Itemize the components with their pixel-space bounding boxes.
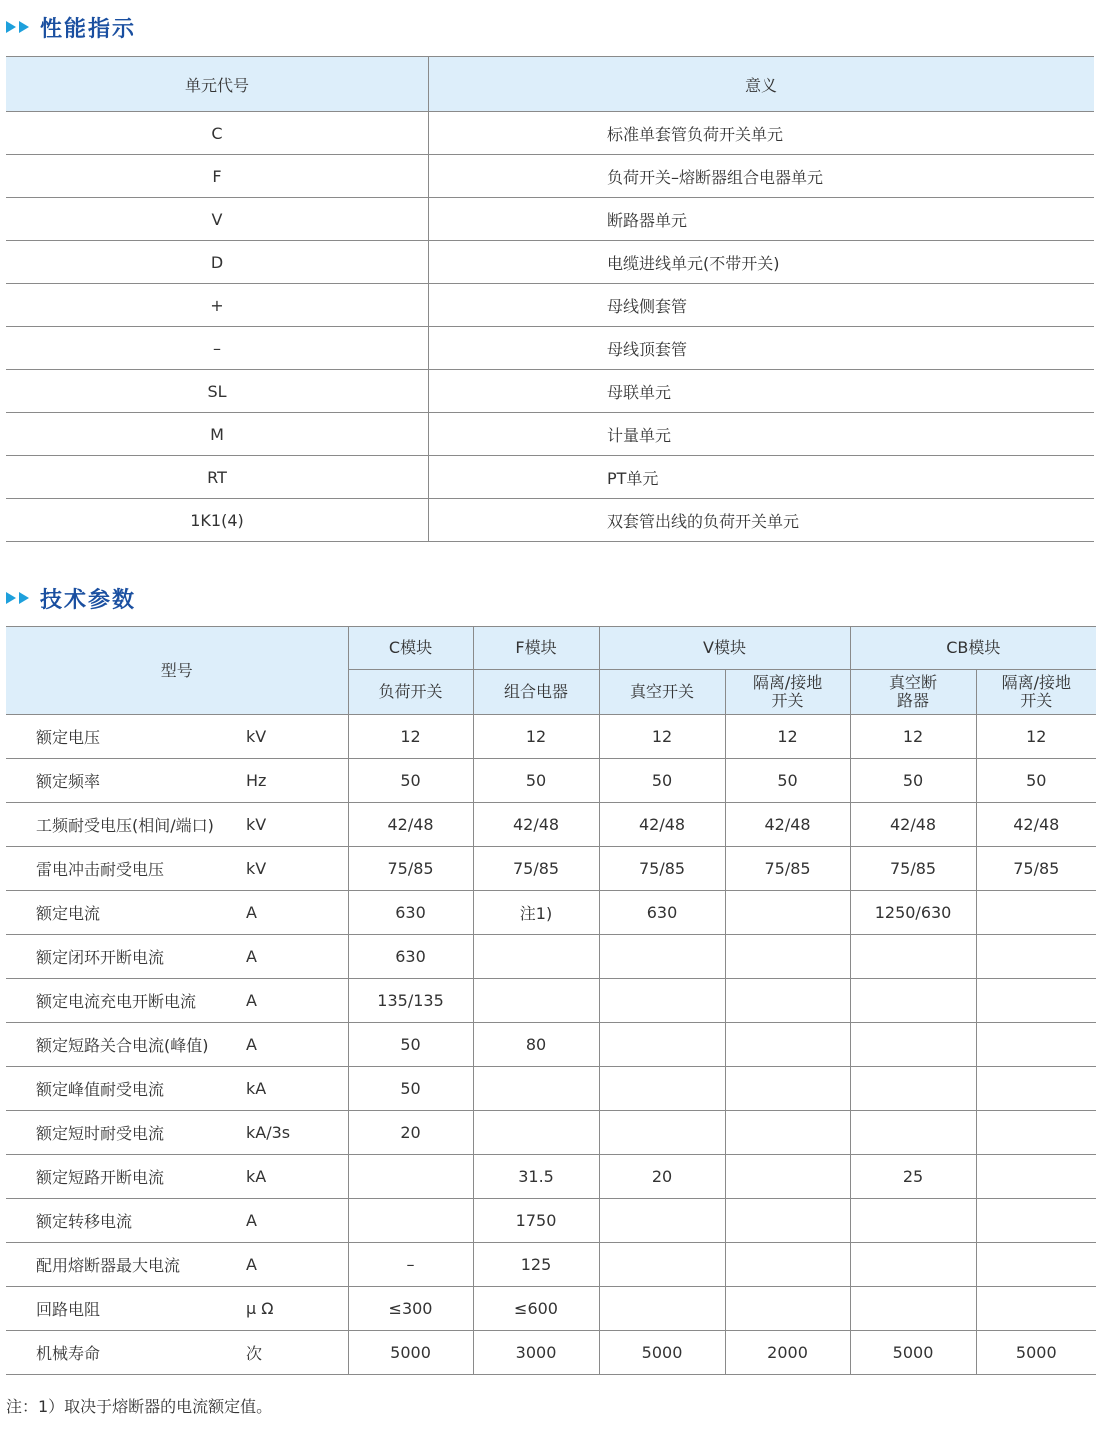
- value-cell: [850, 1199, 976, 1243]
- subheader-cell: 组合电器: [473, 670, 599, 715]
- value-cell: 135/135: [348, 979, 473, 1023]
- value-cell: [725, 979, 850, 1023]
- table-row: [6, 413, 1094, 456]
- section-title-technical: [6, 583, 136, 613]
- parameter-name-cell: 额定电流充电开断电流: [6, 979, 246, 1023]
- value-cell: ≤300: [348, 1287, 473, 1331]
- value-cell: [976, 1287, 1096, 1331]
- value-cell: 1250/630: [850, 891, 976, 935]
- parameter-unit-cell: kV: [246, 847, 348, 891]
- table-row: [6, 370, 1094, 413]
- table-row: [6, 456, 1094, 499]
- value-cell: 2000: [725, 1331, 850, 1375]
- unit-code-cell: F: [6, 155, 429, 198]
- table-row: [6, 284, 1094, 327]
- unit-code-cell: –: [6, 327, 429, 370]
- value-cell: 50: [725, 759, 850, 803]
- header-module-f: F模块: [473, 627, 599, 670]
- unit-code-cell: C: [6, 112, 429, 155]
- value-cell: 50: [599, 759, 725, 803]
- parameter-unit-cell: μ Ω: [246, 1287, 348, 1331]
- value-cell: [599, 1243, 725, 1287]
- parameter-unit-cell: A: [246, 1023, 348, 1067]
- table-row: [6, 1111, 1096, 1155]
- header-model: 型号: [6, 627, 348, 715]
- subheader-cell: 隔离/接地 开关: [976, 670, 1096, 715]
- unit-code-table: [6, 56, 1094, 542]
- unit-code-cell: M: [6, 413, 429, 456]
- parameter-name-cell: 工频耐受电压(相间/端口): [6, 803, 246, 847]
- value-cell: 50: [850, 759, 976, 803]
- subheader-cell: 真空断 路器: [850, 670, 976, 715]
- table-row: [6, 499, 1094, 542]
- section-title-text: 技术参数: [40, 587, 137, 613]
- parameter-unit-cell: kV: [246, 803, 348, 847]
- value-cell: 630: [348, 891, 473, 935]
- parameter-name-cell: 额定短路关合电流(峰值): [6, 1023, 246, 1067]
- value-cell: 42/48: [473, 803, 599, 847]
- header-module-c: C模块: [348, 627, 473, 670]
- parameter-name-cell: 额定短路开断电流: [6, 1155, 246, 1199]
- value-cell: [725, 1067, 850, 1111]
- header-module-cb: CB模块: [850, 627, 1096, 670]
- value-cell: [473, 979, 599, 1023]
- value-cell: 5000: [976, 1331, 1096, 1375]
- value-cell: 5000: [850, 1331, 976, 1375]
- value-cell: [599, 1023, 725, 1067]
- value-cell: [976, 1067, 1096, 1111]
- value-cell: 3000: [473, 1331, 599, 1375]
- value-cell: [348, 1155, 473, 1199]
- value-cell: [850, 1111, 976, 1155]
- value-cell: [348, 1199, 473, 1243]
- value-cell: 31.5: [473, 1155, 599, 1199]
- parameter-name-cell: 雷电冲击耐受电压: [6, 847, 246, 891]
- value-cell: 125: [473, 1243, 599, 1287]
- unit-code-cell: 1K1(4): [6, 499, 429, 542]
- section-title-performance: [6, 12, 136, 42]
- value-cell: 12: [473, 715, 599, 759]
- value-cell: [725, 1111, 850, 1155]
- value-cell: 12: [850, 715, 976, 759]
- header-meaning: 意义: [429, 57, 1095, 112]
- value-cell: [976, 935, 1096, 979]
- unit-code-cell: +: [6, 284, 429, 327]
- value-cell: [725, 935, 850, 979]
- table-row: [6, 1023, 1096, 1067]
- meaning-cell: 电缆进线单元(不带开关): [429, 241, 1095, 284]
- table-row: [6, 241, 1094, 284]
- value-cell: [599, 1199, 725, 1243]
- parameter-name-cell: 额定短时耐受电流: [6, 1111, 246, 1155]
- table-row: [6, 1067, 1096, 1111]
- header-module-v: V模块: [599, 627, 850, 670]
- parameter-unit-cell: 次: [246, 1331, 348, 1375]
- table-row: [6, 935, 1096, 979]
- value-cell: [473, 935, 599, 979]
- parameter-unit-cell: kA: [246, 1067, 348, 1111]
- value-cell: 75/85: [473, 847, 599, 891]
- value-cell: 42/48: [850, 803, 976, 847]
- value-cell: [850, 1243, 976, 1287]
- value-cell: 注1): [473, 891, 599, 935]
- technical-parameters-table: [6, 626, 1096, 1375]
- value-cell: 12: [725, 715, 850, 759]
- value-cell: [725, 1155, 850, 1199]
- parameter-unit-cell: A: [246, 1199, 348, 1243]
- value-cell: 42/48: [348, 803, 473, 847]
- value-cell: [725, 1287, 850, 1331]
- value-cell: 42/48: [599, 803, 725, 847]
- value-cell: 50: [348, 759, 473, 803]
- parameter-unit-cell: Hz: [246, 759, 348, 803]
- value-cell: [850, 935, 976, 979]
- meaning-cell: PT单元: [429, 456, 1095, 499]
- table-row: [6, 715, 1096, 759]
- value-cell: [725, 1199, 850, 1243]
- value-cell: [850, 1067, 976, 1111]
- value-cell: 20: [348, 1111, 473, 1155]
- unit-code-cell: SL: [6, 370, 429, 413]
- unit-code-cell: D: [6, 241, 429, 284]
- parameter-name-cell: 额定闭环开断电流: [6, 935, 246, 979]
- value-cell: 42/48: [976, 803, 1096, 847]
- meaning-cell: 负荷开关–熔断器组合电器单元: [429, 155, 1095, 198]
- value-cell: 50: [473, 759, 599, 803]
- value-cell: [850, 979, 976, 1023]
- value-cell: [976, 1023, 1096, 1067]
- table-row: [6, 1287, 1096, 1331]
- parameter-name-cell: 机械寿命: [6, 1331, 246, 1375]
- table-row: [6, 1331, 1096, 1375]
- parameter-name-cell: 回路电阻: [6, 1287, 246, 1331]
- value-cell: [850, 1023, 976, 1067]
- parameter-name-cell: 额定电流: [6, 891, 246, 935]
- subheader-cell: 隔离/接地 开关: [725, 670, 850, 715]
- value-cell: 75/85: [348, 847, 473, 891]
- table-row: [6, 979, 1096, 1023]
- section-title-text: 性能指示: [40, 16, 137, 42]
- value-cell: 75/85: [976, 847, 1096, 891]
- meaning-cell: 断路器单元: [429, 198, 1095, 241]
- meaning-cell: 母联单元: [429, 370, 1095, 413]
- value-cell: [599, 1287, 725, 1331]
- value-cell: 75/85: [725, 847, 850, 891]
- table-row: [6, 112, 1094, 155]
- value-cell: 1750: [473, 1199, 599, 1243]
- value-cell: [473, 1111, 599, 1155]
- parameter-name-cell: 配用熔断器最大电流: [6, 1243, 246, 1287]
- meaning-cell: 计量单元: [429, 413, 1095, 456]
- table-row: [6, 847, 1096, 891]
- value-cell: [976, 1243, 1096, 1287]
- value-cell: [850, 1287, 976, 1331]
- parameter-name-cell: 额定峰值耐受电流: [6, 1067, 246, 1111]
- table-row: [6, 327, 1094, 370]
- parameter-unit-cell: kA: [246, 1155, 348, 1199]
- value-cell: [599, 1067, 725, 1111]
- parameter-unit-cell: A: [246, 891, 348, 935]
- parameter-unit-cell: A: [246, 935, 348, 979]
- value-cell: 42/48: [725, 803, 850, 847]
- value-cell: 630: [599, 891, 725, 935]
- table-row: [6, 803, 1096, 847]
- meaning-cell: 双套管出线的负荷开关单元: [429, 499, 1095, 542]
- meaning-cell: 母线侧套管: [429, 284, 1095, 327]
- value-cell: [725, 1243, 850, 1287]
- table-row: [6, 759, 1096, 803]
- value-cell: [976, 979, 1096, 1023]
- value-cell: 12: [348, 715, 473, 759]
- value-cell: [599, 979, 725, 1023]
- value-cell: [473, 1067, 599, 1111]
- value-cell: [599, 935, 725, 979]
- table-row: [6, 1199, 1096, 1243]
- parameter-name-cell: 额定频率: [6, 759, 246, 803]
- double-arrow-icon: [6, 592, 32, 604]
- table-row: [6, 155, 1094, 198]
- value-cell: [725, 1023, 850, 1067]
- value-cell: [976, 1111, 1096, 1155]
- table-row: [6, 1155, 1096, 1199]
- value-cell: 75/85: [599, 847, 725, 891]
- value-cell: 50: [348, 1067, 473, 1111]
- value-cell: [599, 1111, 725, 1155]
- value-cell: 50: [976, 759, 1096, 803]
- meaning-cell: 母线顶套管: [429, 327, 1095, 370]
- value-cell: [725, 891, 850, 935]
- parameter-unit-cell: A: [246, 979, 348, 1023]
- subheader-cell: 真空开关: [599, 670, 725, 715]
- meaning-cell: 标准单套管负荷开关单元: [429, 112, 1095, 155]
- value-cell: ≤600: [473, 1287, 599, 1331]
- value-cell: [976, 1199, 1096, 1243]
- value-cell: 20: [599, 1155, 725, 1199]
- subheader-cell: 负荷开关: [348, 670, 473, 715]
- value-cell: 5000: [599, 1331, 725, 1375]
- footnote: 注：1）取决于熔断器的电流额定值。: [6, 1397, 273, 1416]
- unit-code-cell: RT: [6, 456, 429, 499]
- value-cell: 5000: [348, 1331, 473, 1375]
- value-cell: [976, 891, 1096, 935]
- value-cell: [976, 1155, 1096, 1199]
- table-row: [6, 891, 1096, 935]
- parameter-unit-cell: A: [246, 1243, 348, 1287]
- value-cell: –: [348, 1243, 473, 1287]
- value-cell: 12: [976, 715, 1096, 759]
- value-cell: 75/85: [850, 847, 976, 891]
- table-row: [6, 198, 1094, 241]
- parameter-name-cell: 额定转移电流: [6, 1199, 246, 1243]
- value-cell: 25: [850, 1155, 976, 1199]
- unit-code-cell: V: [6, 198, 429, 241]
- value-cell: 50: [348, 1023, 473, 1067]
- double-arrow-icon: [6, 21, 32, 33]
- value-cell: 630: [348, 935, 473, 979]
- table-row: [6, 1243, 1096, 1287]
- header-unit-code: 单元代号: [6, 57, 429, 112]
- parameter-unit-cell: kA/3s: [246, 1111, 348, 1155]
- value-cell: 80: [473, 1023, 599, 1067]
- parameter-name-cell: 额定电压: [6, 715, 246, 759]
- value-cell: 12: [599, 715, 725, 759]
- parameter-unit-cell: kV: [246, 715, 348, 759]
